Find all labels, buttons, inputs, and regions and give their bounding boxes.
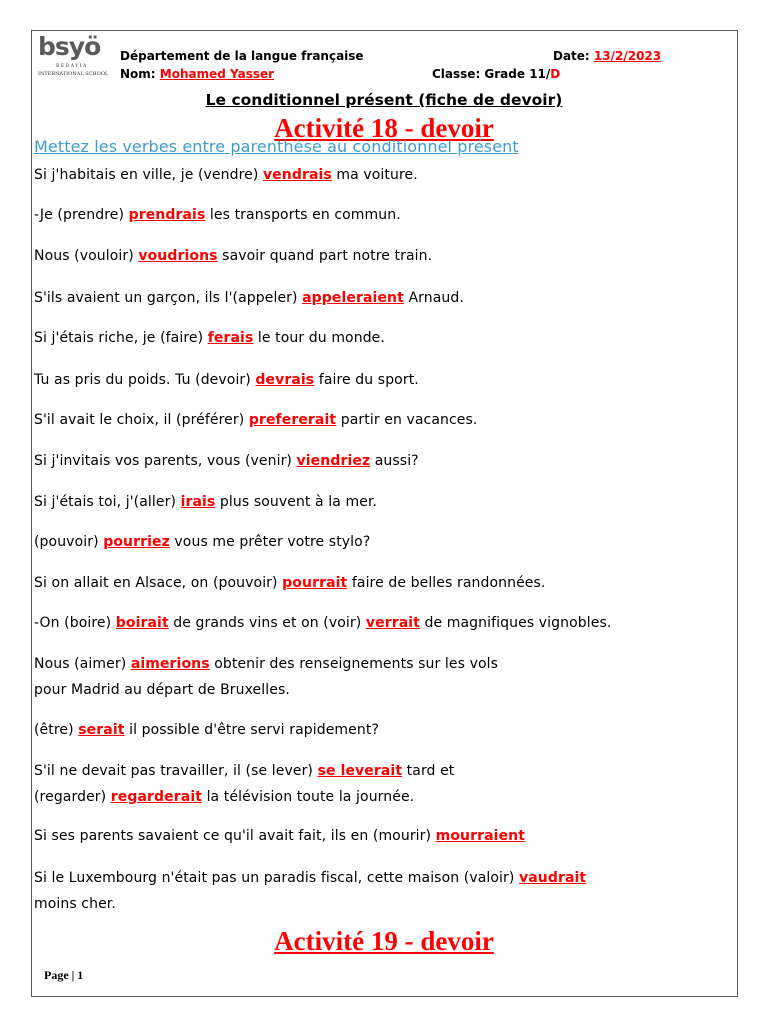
answer-verb: viendriez <box>296 453 371 469</box>
sentence-text: Si le Luxembourg n'était pas un paradis fiscal, cette maison (valoir) <box>34 870 520 886</box>
sentence-text: les transports en commun. <box>205 207 401 223</box>
answer-verb: mourraient <box>435 828 526 844</box>
sentence-text: Tu as pris du poids. Tu (devoir) <box>34 372 256 388</box>
sentence-text: de grands vins et on (voir) <box>168 615 366 631</box>
class-section: D <box>550 67 561 81</box>
sentence-text: S'ils avaient un garçon, ils l'(appeler) <box>34 290 303 306</box>
date-field <box>553 49 661 63</box>
answer-verb: boirait <box>115 615 169 631</box>
answer-verb: vaudrait <box>519 870 587 886</box>
answer-verb: ferais <box>207 330 254 346</box>
answer-verb: serait <box>78 722 125 738</box>
sentence-text: S'il avait le choix, il (préférer) <box>34 412 249 428</box>
exercise-sentence-continued <box>34 788 414 806</box>
exercise-sentence <box>34 827 525 845</box>
sentence-text: (être) <box>34 722 79 738</box>
sentence-text: vous me prêter votre stylo? <box>169 534 371 550</box>
sentence-text: Si j'étais toi, j'(aller) <box>34 494 181 510</box>
answer-verb: pourrait <box>282 575 348 591</box>
date-value: 13/2/2023 <box>593 49 662 63</box>
class-field <box>432 67 560 81</box>
exercise-sentence <box>34 493 377 511</box>
page-number: Page | 1 <box>44 968 84 982</box>
sentence-text: partir en vacances. <box>336 412 478 428</box>
exercise-sentence <box>34 329 385 347</box>
sentence-text: S'il ne devait pas travailler, il (se lever) <box>34 763 318 779</box>
exercise-sentence <box>34 289 464 307</box>
sentence-text: (regarder) <box>34 789 111 805</box>
sentence-text: ma voiture. <box>331 167 418 183</box>
exercise-sentence <box>34 721 379 739</box>
sentence-text: la télévision toute la journée. <box>202 789 415 805</box>
sentence-text: le tour du monde. <box>253 330 385 346</box>
answer-verb: pourriez <box>103 534 170 550</box>
name-label: Nom: <box>120 67 156 81</box>
sentence-text: tard et <box>402 763 455 779</box>
sentence-text: Si ses parents savaient ce qu'il avait fait, ils en (mourir) <box>34 828 436 844</box>
exercise-sentence-continued <box>34 681 290 699</box>
answer-verb: appeleraient <box>302 290 404 306</box>
exercise-sentence <box>34 655 498 673</box>
exercise-sentence <box>34 533 370 551</box>
name-value: Mohamed Yasser <box>159 67 275 81</box>
sentence-text: -Je (prendre) <box>34 207 129 223</box>
answer-verb: se leverait <box>317 763 403 779</box>
logo-subtitle-school: INTERNATIONAL SCHOOL <box>38 71 109 77</box>
class-label: Classe: Grade 11/ <box>432 67 551 81</box>
sentence-text: de magnifiques vignobles. <box>419 615 612 631</box>
sentence-text: faire de belles randonnées. <box>347 575 546 591</box>
sentence-text: pour Madrid au départ de Bruxelles. <box>34 682 290 698</box>
activity-18-heading: Activité 18 - devoir <box>274 113 494 143</box>
exercise-sentence <box>34 869 586 887</box>
school-logo <box>38 33 110 81</box>
sentence-text: Arnaud. <box>403 290 464 306</box>
exercise-sentence <box>34 574 545 592</box>
sentence-text: obtenir des renseignements sur les vols <box>209 656 499 672</box>
sentence-text: faire du sport. <box>314 372 419 388</box>
sentence-text: plus souvent à la mer. <box>215 494 378 510</box>
answer-verb: vendrais <box>262 167 332 183</box>
exercise-sentence <box>34 762 454 780</box>
exercise-sentence <box>34 371 419 389</box>
answer-verb: irais <box>180 494 216 510</box>
exercise-sentence-continued <box>34 895 116 913</box>
instruction-text: Mettez les verbes entre parenthèse au conditionnel présent <box>34 137 519 156</box>
exercise-sentence <box>34 452 419 470</box>
answer-verb: regarderait <box>110 789 203 805</box>
exercise-sentence <box>34 166 418 184</box>
date-label: Date: <box>553 49 590 63</box>
sentence-text: moins cher. <box>34 896 116 912</box>
answer-verb: devrais <box>255 372 315 388</box>
sentence-text: -On (boire) <box>34 615 116 631</box>
page-title: Le conditionnel présent (fiche de devoir) <box>205 91 563 109</box>
answer-verb: voudrions <box>138 248 218 264</box>
answer-verb: verrait <box>365 615 420 631</box>
exercise-sentence <box>34 614 611 632</box>
sentence-text: Si j'habitais en ville, je (vendre) <box>34 167 263 183</box>
logo-wordmark: bsyö <box>38 32 101 61</box>
sentence-text: savoir quand part notre train. <box>217 248 433 264</box>
exercise-sentence <box>34 206 401 224</box>
sentence-text: aussi? <box>370 453 419 469</box>
sentence-text: (pouvoir) <box>34 534 104 550</box>
sentence-text: Si j'étais riche, je (faire) <box>34 330 208 346</box>
answer-verb: prefererait <box>248 412 337 428</box>
name-field <box>120 67 274 81</box>
sentence-text: Si on allait en Alsace, on (pouvoir) <box>34 575 283 591</box>
logo-subtitle: BEDAYIA <box>56 64 88 69</box>
department-label: Département de la langue française <box>120 49 364 63</box>
activity-19-heading: Activité 19 - devoir <box>274 926 494 956</box>
sentence-text: Si j'invitais vos parents, vous (venir) <box>34 453 297 469</box>
answer-verb: aimerions <box>130 656 210 672</box>
exercise-sentence <box>34 411 477 429</box>
answer-verb: prendrais <box>128 207 206 223</box>
sentence-text: Nous (vouloir) <box>34 248 139 264</box>
sentence-text: il possible d'être servi rapidement? <box>124 722 379 738</box>
sentence-text: Nous (aimer) <box>34 656 131 672</box>
exercise-sentence <box>34 247 432 265</box>
